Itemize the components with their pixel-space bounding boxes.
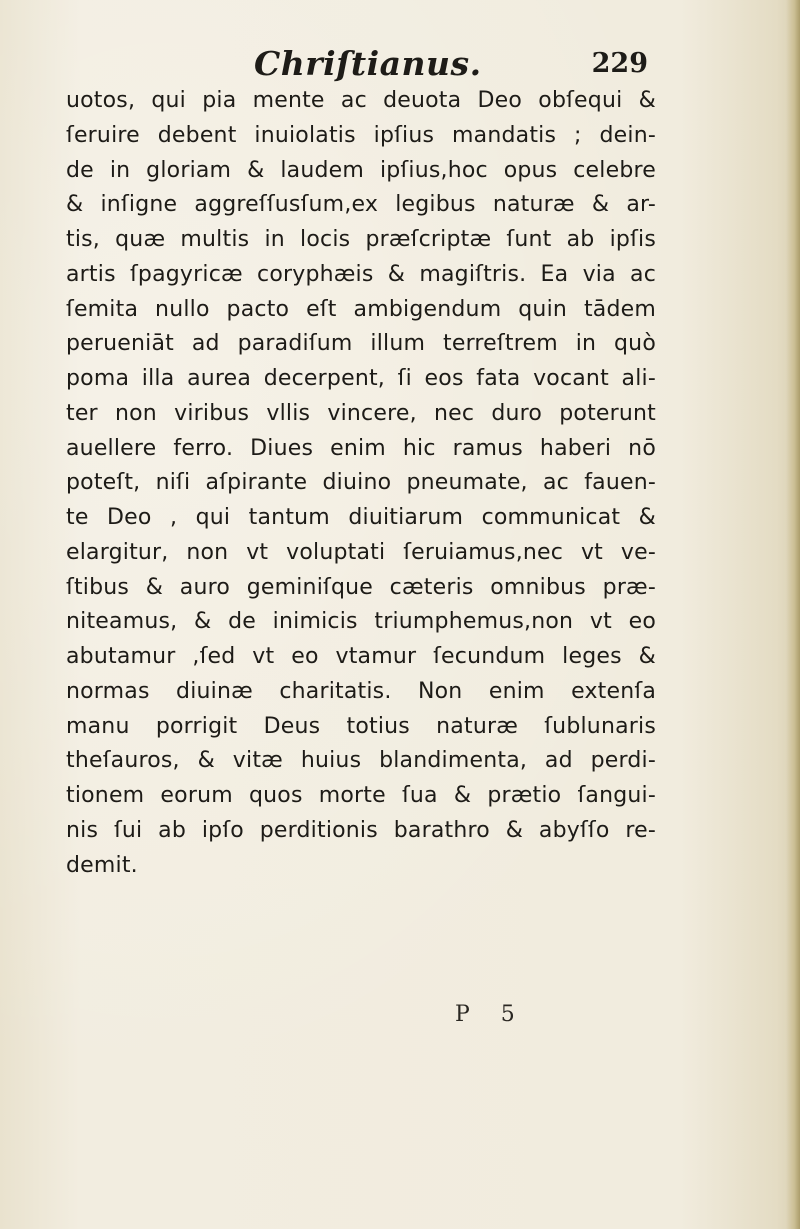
text-line: perueniāt ad paradiſum illum terreſtrem in quò (66, 331, 656, 357)
text-line: tis, quæ multis in locis præſcriptæ ſunt ab ipſis (66, 227, 656, 252)
text-line: nis ſui ab ipſo perditionis barathro & abyſſo re- (66, 817, 656, 843)
text-line: te Deo , qui tantum diuitiarum communicat & (66, 505, 656, 530)
text-line: elargitur, non vt voluptati ſeruiamus,nec vt ve- (66, 539, 656, 565)
text-line: uotos, qui pia mente ac deuota Deo obſequi & (66, 88, 656, 113)
text-line: auellere ferro. Diues enim hic ramus haberi nō (66, 435, 656, 461)
running-title: Chriſtianus. (254, 44, 482, 83)
text-line: ſtibus & auro geminiſque cæteris omnibus præ- (66, 574, 656, 600)
text-line: artis ſpagyricæ coryphæis & magiſtris. Ea via ac (66, 261, 656, 287)
text-line: niteamus, & de inimicis triumphemus,non vt eo (66, 609, 656, 635)
text-line: tionem eorum quos morte ſua & prætio ſangui- (66, 783, 656, 808)
page-number: 229 (591, 48, 648, 79)
text-line: de in gloriam & laudem ipſius,hoc opus celebre (66, 157, 656, 183)
text-line-last: demit. (66, 852, 138, 878)
page-edge-shadow (786, 0, 800, 1229)
signature-mark: P 5 (455, 1002, 527, 1027)
text-line: ſeruire debent inuiolatis ipſius mandatis ; dein- (66, 122, 656, 148)
text-line: normas diuinæ charitatis. Non enim extenſa (66, 678, 656, 704)
text-line: abutamur ,ſed vt eo vtamur ſecundum leges & (66, 644, 656, 669)
text-line: theſauros, & vitæ huius blandimenta, ad perdi- (66, 748, 656, 774)
text-line: ſemita nullo pacto eſt ambigendum quin tādem (66, 296, 656, 322)
text-line: manu porrigit Deus totius naturæ ſublunaris (66, 713, 656, 739)
body-text (66, 84, 656, 883)
text-line: poma illa aurea decerpent, ſi eos fata vocant ali- (66, 366, 656, 391)
text-line: & inſigne aggreſſusſum,ex legibus naturæ & ar- (66, 192, 656, 218)
text-line: poteſt, niſi aſpirante diuino pneumate, ac fauen- (66, 470, 656, 496)
text-line: ter non viribus vllis vincere, nec duro poterunt (66, 400, 656, 426)
